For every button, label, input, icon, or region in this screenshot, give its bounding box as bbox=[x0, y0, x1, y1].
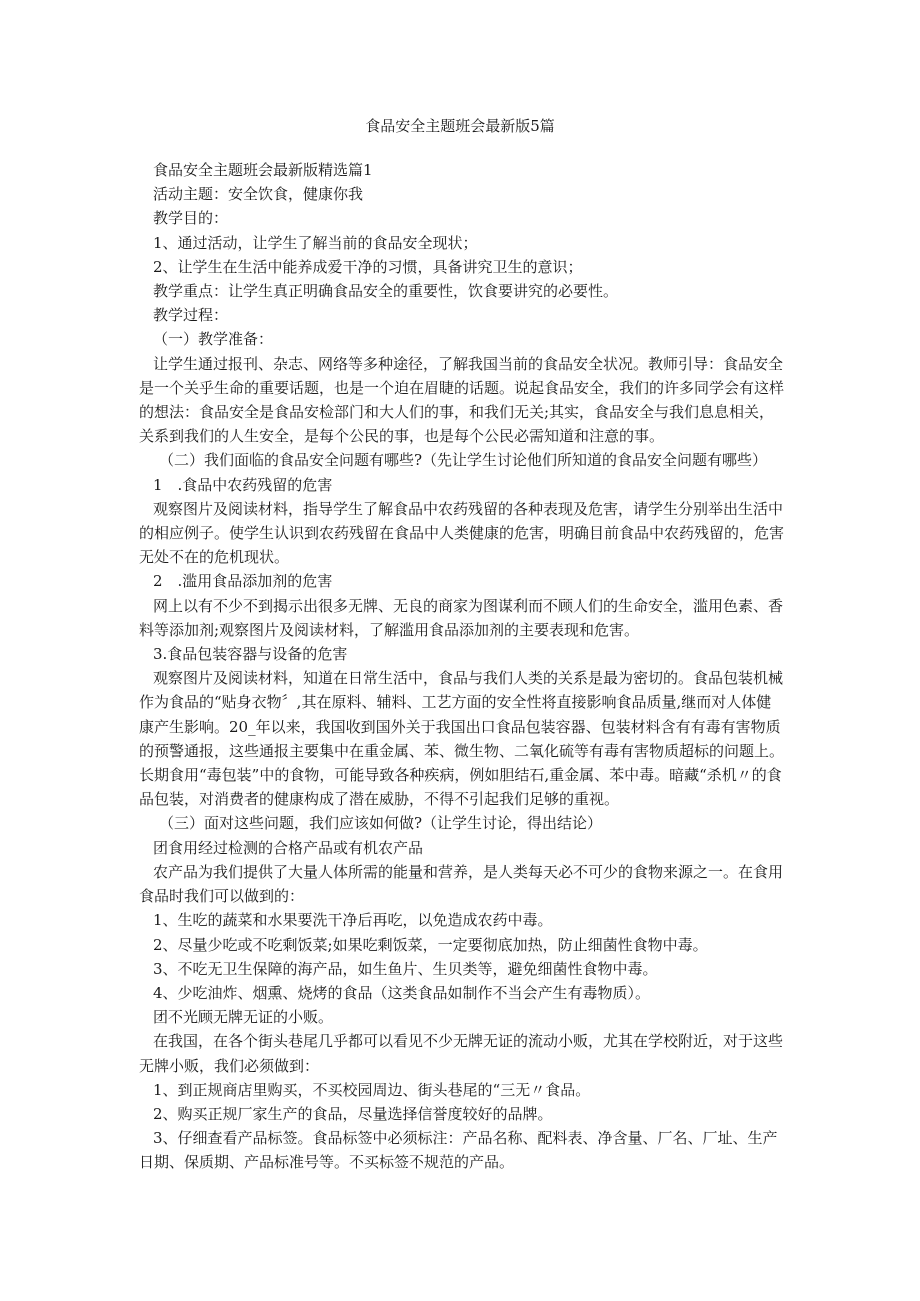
paragraph: 3、仔细查看产品标签。食品标签中必须标注：产品名称、配料表、净含量、厂名、厂址、生产日期、保质期、产品标准号等。不买标签不规范的产品。 bbox=[139, 1129, 778, 1172]
paragraph: 3、不吃无卫生保障的海产品，如生鱼片、生贝类等，避免细菌性食物中毒。 bbox=[153, 959, 658, 978]
paragraph: 2、尽量少吃或不吃剩饭菜;如果吃剩饭菜，一定要彻底加热，防止细菌性食物中毒。 bbox=[153, 935, 708, 954]
paragraph: 2 .滥用食品添加剂的危害 bbox=[153, 572, 333, 591]
paragraph: 网上以有不少不到揭示出很多无牌、无良的商家为图谋利而不顾人们的生命安全，滥用色素、香料等添加剂;观察图片及阅读材料，了解滥用食品添加剂的主要表现和危害。 bbox=[139, 596, 784, 639]
paragraph: 让学生通过报刊、杂志、网络等多种途径，了解我国当前的食品安全状况。教师引导：食品安全是一个关乎生命的重要话题，也是一个迫在眉睫的话题。说起食品安全，我们的许多同学会有这样的想法：食品安全是食品安检部门和大人们的事，和我们无关;其实，食品安全与我们息息相关，关系到我们的人生安全，是每个公民的事，也是每个公民必需知道和注意的事。 bbox=[139, 354, 785, 446]
paragraph: 1、生吃的蔬菜和水果要洗干净后再吃，以免造成农药中毒。 bbox=[153, 911, 553, 930]
document-body bbox=[139, 158, 785, 1175]
paragraph: 2、让学生在生活中能养成爱干净的习惯，具备讲究卫生的意识； bbox=[153, 257, 583, 276]
paragraph: 教学目的： bbox=[153, 209, 229, 228]
paragraph: 1 .食品中农药残留的危害 bbox=[153, 475, 333, 494]
paragraph: 食品安全主题班会最新版精选篇1 bbox=[153, 161, 373, 179]
paragraph: 1、到正规商店里购买，不买校园周边、街头巷尾的“三无〃食品。 bbox=[153, 1080, 591, 1099]
paragraph: 活动主题：安全饮食，健康你我 bbox=[153, 185, 364, 204]
paragraph: 4、少吃油炸、烟熏、烧烤的食品（这类食品如制作不当会产生有毒物质）。 bbox=[153, 983, 651, 1002]
paragraph: 在我国，在各个街头巷尾几乎都可以看见不少无牌无证的流动小贩，尤其在学校附近，对于这些无牌小贩，我们必须做到： bbox=[139, 1032, 784, 1075]
paragraph: （三）面对这些问题，我们应该如何做?（让学生讨论，得出结论） bbox=[159, 814, 603, 833]
document-title: 食品安全主题班会最新版5篇 bbox=[365, 117, 555, 135]
paragraph: 2、购买正规厂家生产的食品，尽量选择信誉度较好的品牌。 bbox=[153, 1104, 553, 1123]
paragraph: （一）教学准备： bbox=[153, 330, 274, 349]
paragraph: 团不光顾无牌无证的小贩。 bbox=[153, 1008, 334, 1027]
paragraph: 3.食品包装容器与设备的危害 bbox=[153, 645, 348, 664]
paragraph: 农产品为我们提供了大量人体所需的能量和营养，是人类每天必不可少的食物来源之一。在食用食品时我们可以做到的： bbox=[139, 862, 784, 906]
paragraph: 1、通过活动，让学生了解当前的食品安全现状； bbox=[153, 233, 478, 252]
paragraph: （二）我们面临的食品安全问题有哪些?（先让学生讨论他们所知道的食品安全问题有哪些） bbox=[159, 451, 768, 470]
paragraph: 教学过程： bbox=[153, 306, 229, 325]
paragraph: 教学重点：让学生真正明确食品安全的重要性，饮食要讲究的必要性。 bbox=[153, 282, 619, 301]
paragraph: 观察图片及阅读材料，知道在日常生活中，食品与我们人类的关系是最为密切的。食品包装机械作为食品的“贴身衣物〞,其在原料、辅料、工艺方面的安全性将直接影响食品质量,继而对人体健康产生影响。20_年以来，我国收到国外关于我国出口食品包装容器、包装材料含有有毒有害物质的预警通报，这些通报主要集中在重金属、苯、微生物、二氧化硫等有毒有害物质超标的问题上。长期食用“毒包装”中的食物，可能导致各种疾病，例如胆结石,重金属、苯中毒。暗藏“杀机〃的食品包装，对消费者的健康构成了潜在威胁，不得不引起我们足够的重视。 bbox=[139, 669, 785, 809]
paragraph: 观察图片及阅读材料，指导学生了解食品中农药残留的各种表现及危害，请学生分别举出生活中的相应例子。使学生认识到农药残留在食品中人类健康的危害，明确目前食品中农药残留的，危害无处不在的危机现状。 bbox=[139, 499, 785, 567]
paragraph: 团食用经过检测的合格产品或有机农产品 bbox=[153, 838, 424, 857]
